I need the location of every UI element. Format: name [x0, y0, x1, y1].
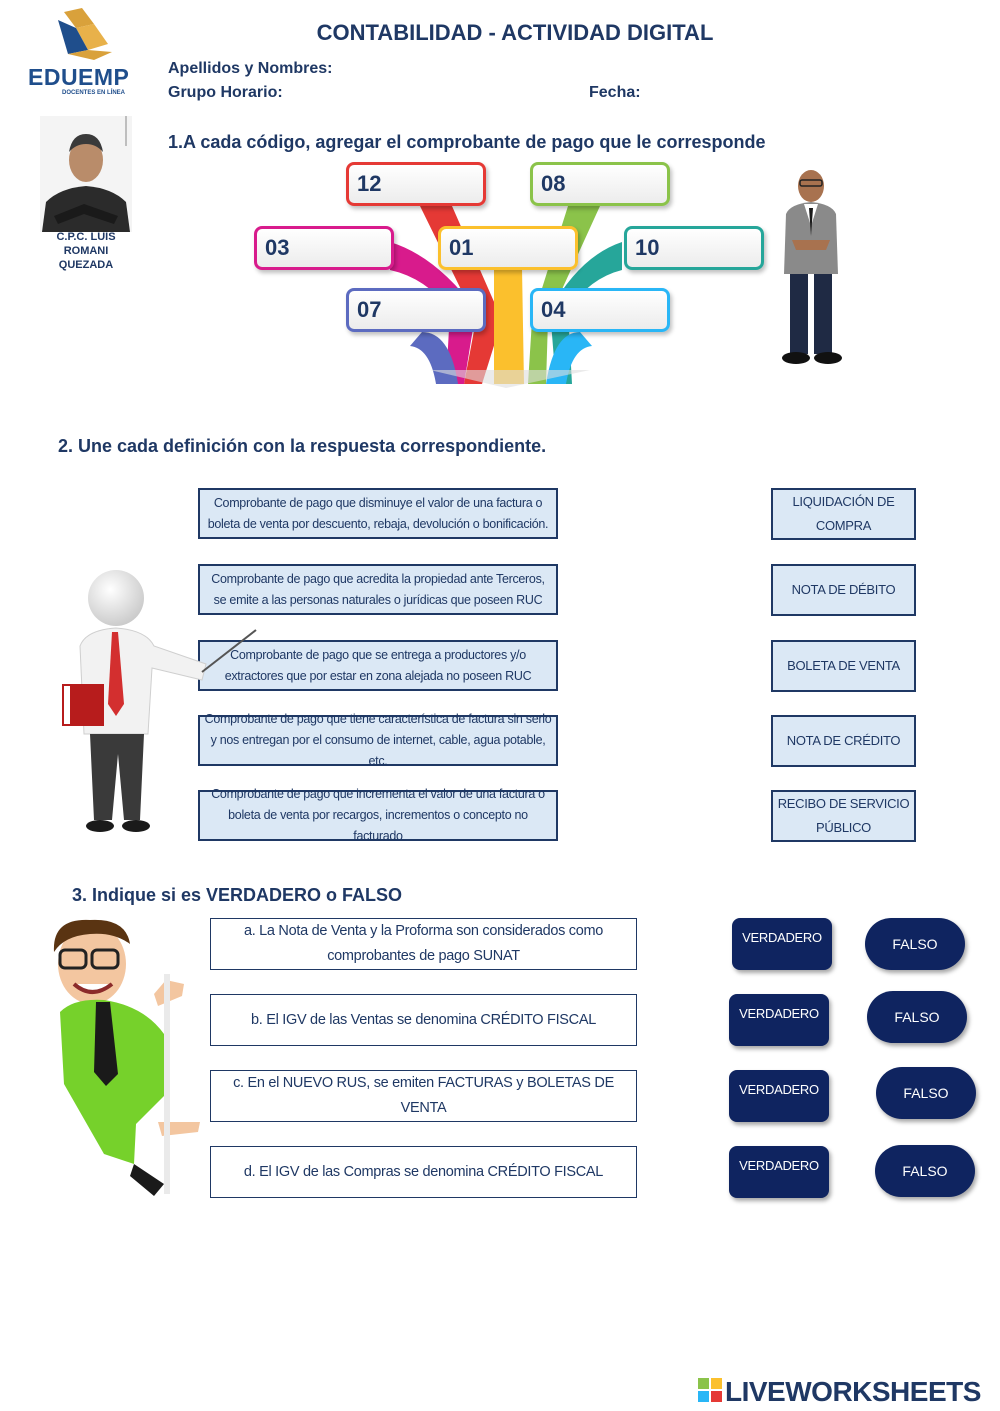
teacher-caption: C.P.C. LUIS ROMANI QUEZADA — [56, 231, 116, 271]
statement-a: a. La Nota de Venta y la Proforma son considerados como comprobantes de pago SUNAT — [210, 918, 637, 970]
teacher-portrait-icon — [40, 116, 132, 232]
code-box-04[interactable] — [530, 288, 670, 332]
date-label: Fecha: — [589, 84, 641, 101]
teacher-photo — [40, 116, 132, 232]
false-button-d[interactable]: FALSO — [875, 1145, 975, 1197]
presenter-icon — [56, 564, 260, 840]
code-box-03[interactable] — [254, 226, 394, 270]
presenter-illustration — [56, 564, 260, 840]
code-diagram — [250, 160, 770, 392]
code-label: 04 — [541, 297, 566, 322]
code-label: 07 — [357, 297, 382, 322]
code-label: 03 — [265, 235, 290, 260]
code-box-07[interactable] — [346, 288, 486, 332]
code-box-10[interactable] — [624, 226, 764, 270]
answer-box-1[interactable]: LIQUIDACIÓN DE COMPRA — [771, 488, 916, 540]
answer-box-3[interactable]: BOLETA DE VENTA — [771, 640, 916, 692]
logo-subtitle: DOCENTES EN LÍNEA — [62, 90, 126, 96]
definition-box-2[interactable]: Comprobante de pago que acredita la propiedad ante Terceros, se emite a las personas naturales o jurídicas que poseen RUC — [198, 564, 558, 615]
code-label: 12 — [357, 171, 382, 196]
answer-box-2[interactable]: NOTA DE DÉBITO — [771, 564, 916, 616]
liveworksheets-text: LIVEWORKSHEETS — [725, 1376, 981, 1407]
answer-box-4[interactable]: NOTA DE CRÉDITO — [771, 715, 916, 767]
statement-b: b. El IGV de las Ventas se denomina CRÉDITO FISCAL — [210, 994, 637, 1046]
group-label: Grupo Horario: — [168, 84, 283, 101]
statement-c: c. En el NUEVO RUS, se emiten FACTURAS y BOLETAS DE VENTA — [210, 1070, 637, 1122]
colored-ribbons-graphic — [250, 160, 770, 392]
code-label: 08 — [541, 171, 566, 196]
definition-box-3[interactable]: Comprobante de pago que se entrega a productores y/o extractores que por estar en zona alejada no poseen RUC — [198, 640, 558, 691]
answer-box-5[interactable]: RECIBO DE SERVICIO PÚBLICO — [771, 790, 916, 842]
true-button-c[interactable]: VERDADERO — [729, 1070, 829, 1122]
code-label: 01 — [449, 235, 474, 260]
true-button-a[interactable]: VERDADERO — [732, 918, 832, 970]
false-button-b[interactable]: FALSO — [867, 991, 967, 1043]
definition-box-5[interactable]: Comprobante de pago que incrementa el valor de una factura o boleta de venta por recargos, incrementos o concepto no facturado — [198, 790, 558, 841]
statement-d: d. El IGV de las Compras se denomina CRÉDITO FISCAL — [210, 1146, 637, 1198]
code-label: 10 — [635, 235, 660, 260]
true-button-b[interactable]: VERDADERO — [729, 994, 829, 1046]
logo-text: EDUEMP — [28, 64, 130, 90]
section1-title: 1.A cada código, agregar el comprobante de pago que le corresponde — [168, 132, 766, 152]
businessman-icon — [776, 166, 846, 368]
section2-title: 2. Une cada definición con la respuesta correspondiente. — [58, 436, 547, 456]
cartoon-man-illustration — [34, 914, 204, 1198]
section3-title: 3. Indique si es VERDADERO o FALSO — [72, 885, 403, 905]
code-box-01[interactable] — [438, 226, 578, 270]
code-box-12[interactable] — [346, 162, 486, 206]
definition-box-4[interactable]: Comprobante de pago que tiene característica de factura sin serlo y nos entregan por el consumo de internet, cable, agua potable, etc. — [198, 715, 558, 766]
name-label: Apellidos y Nombres: — [168, 60, 333, 77]
definition-box-1[interactable]: Comprobante de pago que disminuye el valor de una factura o boleta de venta por descuento, rebaja, devolución o bonificación. — [198, 488, 558, 539]
true-button-d[interactable]: VERDADERO — [729, 1146, 829, 1198]
cartoon-man-icon — [34, 914, 204, 1198]
false-button-c[interactable]: FALSO — [876, 1067, 976, 1119]
businessman-illustration — [776, 166, 846, 368]
code-box-08[interactable] — [530, 162, 670, 206]
page-title: CONTABILIDAD - ACTIVIDAD DIGITAL — [316, 20, 714, 45]
liveworksheets-logo-icon — [698, 1378, 722, 1402]
liveworksheets-brand — [698, 1376, 998, 1406]
false-button-a[interactable]: FALSO — [865, 918, 965, 970]
